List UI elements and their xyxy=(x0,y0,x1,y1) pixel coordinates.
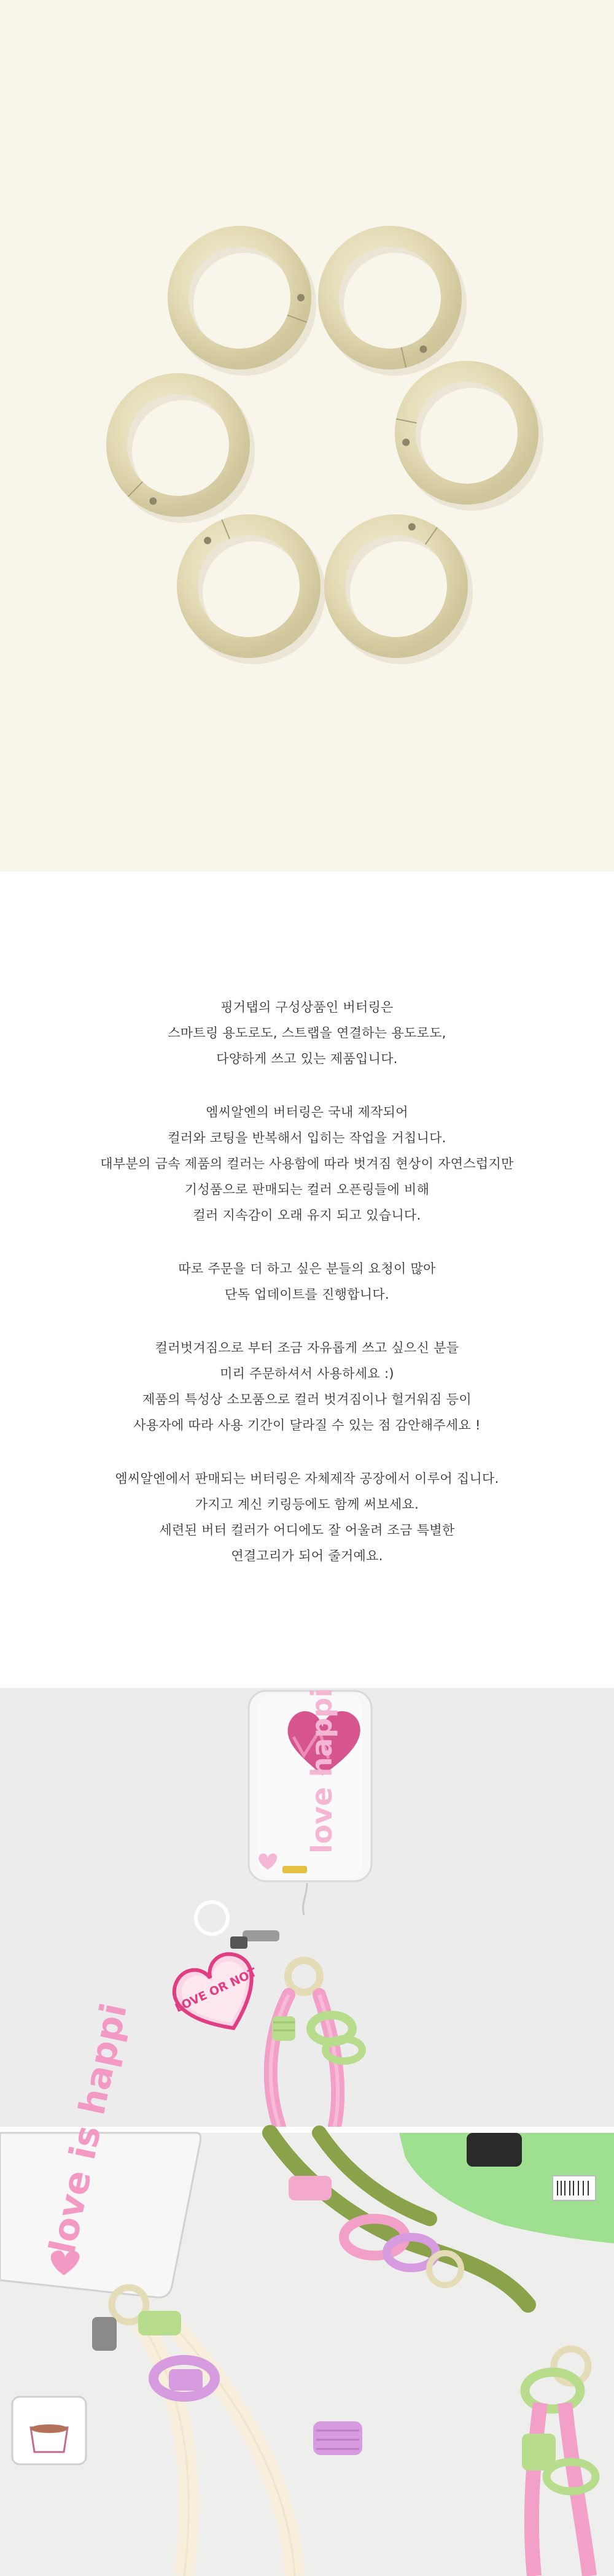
heart-charm xyxy=(163,1945,273,2047)
description-line: 스마트링 용도로도, 스트랩을 연결하는 용도로도, xyxy=(168,1026,446,1040)
ring-clasp-pin xyxy=(149,497,157,505)
description-line: 컬러벗겨짐으로 부터 조금 자유롭게 쓰고 싶으신 분들 xyxy=(155,1340,459,1355)
description-paragraph xyxy=(0,1466,614,1569)
description-line: 컬러와 코팅을 반복해서 입히는 작업을 거칩니다. xyxy=(168,1131,446,1145)
strap-closeup-photo xyxy=(0,1999,614,2576)
ring-clasp-pin xyxy=(402,439,410,446)
ring-clasp-pin xyxy=(419,346,427,353)
butter-ring-photo xyxy=(0,0,614,872)
heart-charm-text: LOVE OR NOT xyxy=(173,1965,259,2016)
description-line: 엠씨알엔의 버터링은 국내 제작되어 xyxy=(206,1105,408,1120)
butter-ring xyxy=(405,371,528,494)
description-line: 세련된 버터 컬러가 어디에도 잘 어울려 조금 특별한 xyxy=(159,1523,455,1537)
butter-ring xyxy=(288,1960,320,1992)
strap-closeup-illustration xyxy=(0,1999,614,2576)
description-paragraph xyxy=(0,994,614,1072)
description-line: 따로 주문을 더 하고 싶은 분들의 요청이 많아 xyxy=(178,1261,436,1276)
description-line: 대부분의 금속 제품의 컬러는 사용함에 따라 벗겨짐 현상이 자연스럽지만 xyxy=(100,1156,514,1171)
butter-ring xyxy=(117,384,239,506)
description-line: 단독 업데이트를 진행합니다. xyxy=(225,1287,389,1302)
ring-clasp-pin xyxy=(408,523,416,530)
description-line: 컬러 지속감이 오래 유지 되고 있습니다. xyxy=(193,1208,421,1223)
ring-clasp-pin xyxy=(297,294,305,301)
description-line: 연결고리가 되어 줄거예요. xyxy=(231,1549,383,1563)
description-line: 제품의 특성상 소모품으로 컬러 벗겨짐이나 헐거워짐 등이 xyxy=(142,1392,472,1407)
rings-illustration xyxy=(0,0,614,872)
description-line: 핑거탭의 구성상품인 버터링은 xyxy=(220,1000,394,1015)
description-section xyxy=(0,872,614,1688)
description-line: 엠씨알엔에서 판매되는 버터링은 자체제작 공장에서 이루어 집니다. xyxy=(115,1471,499,1486)
description-line: 사용자에 따라 사용 기간이 달라질 수 있는 점 감안해주세요 ! xyxy=(133,1418,481,1433)
description-line: 다양하게 쓰고 있는 제품입니다. xyxy=(216,1051,398,1066)
ring-clasp-pin xyxy=(204,537,211,544)
description-paragraph xyxy=(0,1335,614,1438)
description-text xyxy=(0,994,614,1596)
description-line: 기성품으로 판매되는 컬러 오픈링들에 비해 xyxy=(184,1182,430,1197)
butter-ring xyxy=(335,525,457,648)
butter-ring xyxy=(178,236,301,359)
description-line: 미리 주문하셔서 사용하세요 :) xyxy=(220,1366,394,1381)
phone-case-text: love happi xyxy=(305,1688,338,1854)
description-line: 가지고 계신 키링등에도 함께 써보세요. xyxy=(195,1497,419,1512)
description-paragraph xyxy=(0,1256,614,1307)
description-paragraph xyxy=(0,1099,614,1228)
left-phone-text: love is happi xyxy=(41,1999,135,2257)
butter-ring xyxy=(328,236,451,359)
